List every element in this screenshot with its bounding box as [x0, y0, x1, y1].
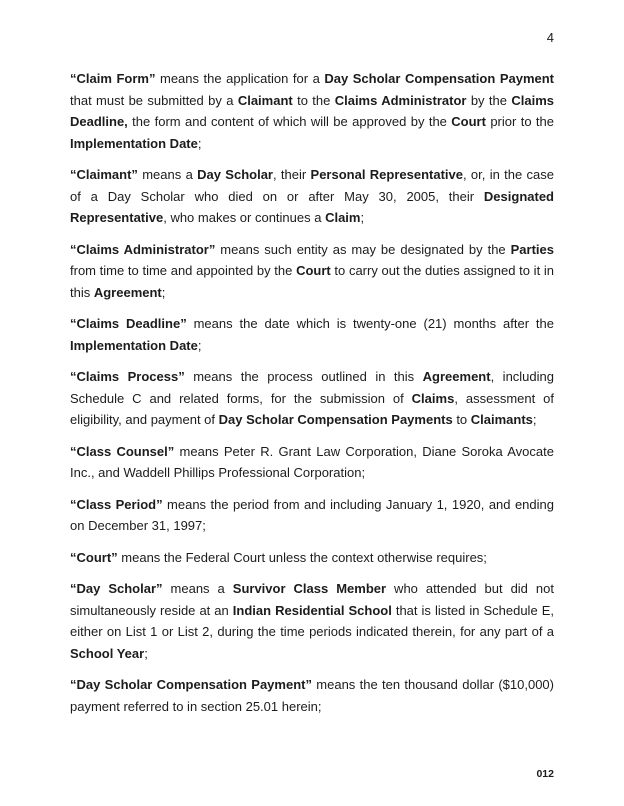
bold-term: “Claims Process” — [70, 369, 185, 384]
bold-term: Day Scholar Compensation Payment — [324, 71, 555, 86]
bold-term: Day Scholar — [197, 167, 273, 182]
text-run: ; — [532, 412, 537, 427]
definition-paragraph — [70, 674, 554, 717]
bold-term: “Claims Administrator” — [70, 241, 216, 257]
text-run: who attended but did not simultaneously reside at an — [70, 581, 554, 618]
bold-term: Agreement — [422, 369, 491, 384]
bold-term: “Court” — [70, 549, 118, 565]
text-run: means such entity as may be designated by the — [215, 241, 511, 257]
bold-term: Claim — [325, 210, 361, 225]
bold-term: Parties — [510, 241, 554, 257]
bold-term: Day Scholar Compensation Payments — [218, 412, 453, 427]
bold-term: Claims Administrator — [334, 92, 467, 108]
text-run: means a — [162, 581, 233, 596]
bold-term: Agreement — [93, 284, 162, 300]
text-run: means the period from and including January 1, 1920, and ending on December 31, 1997; — [70, 496, 554, 533]
text-run: ; — [144, 645, 148, 661]
document-body — [70, 68, 554, 717]
text-run: means a — [137, 167, 198, 182]
text-run: by the — [466, 92, 512, 108]
text-run: prior to the — [485, 114, 554, 129]
text-run: that is listed in Schedule E, either on List 1 or List 2, during the time periods indicated therein, for any part of a — [70, 602, 554, 639]
bold-term: Indian Residential School — [232, 602, 392, 618]
text-run: the form and content of which will be approved by the — [127, 114, 452, 129]
text-run: means the Federal Court unless the context otherwise requires; — [117, 549, 487, 565]
definition-paragraph — [70, 164, 554, 229]
bold-term: Designated Representative — [70, 188, 554, 225]
bold-term: Claimants — [470, 412, 533, 427]
text-run: to the — [292, 92, 335, 108]
definition-paragraph — [70, 239, 554, 304]
definition-paragraph — [70, 441, 554, 484]
text-run: to carry out the duties assigned to it in this — [70, 263, 554, 300]
text-run: ; — [360, 210, 365, 225]
bold-term: Implementation Date — [70, 337, 198, 353]
bold-term: Implementation Date — [70, 135, 198, 151]
definition-paragraph — [70, 547, 554, 569]
bold-term: Court — [296, 263, 331, 278]
bold-term: Claimant — [237, 92, 293, 108]
text-run: means the process outlined in this — [184, 369, 423, 384]
text-run: means the ten thousand dollar ($10,000) payment referred to in section 25.01 herein; — [70, 677, 554, 714]
text-run: , including Schedule C and related forms, for the submission of — [70, 369, 554, 406]
bold-term: “Class Counsel” — [70, 443, 175, 459]
bold-term: Personal Representative — [310, 167, 463, 182]
page-number: 4 — [546, 30, 554, 45]
definition-paragraph — [70, 313, 554, 356]
text-run: ; — [161, 284, 166, 300]
text-run: ; — [197, 337, 202, 353]
bold-term: School Year — [70, 645, 145, 661]
bold-term: “Claims Deadline” — [70, 316, 187, 331]
bold-term: Survivor Class Member — [232, 581, 387, 596]
definition-paragraph — [70, 494, 554, 537]
text-run: means Peter R. Grant Law Corporation, Diane Soroka Avocate Inc., and Waddell Phillips Professional Corporation; — [70, 443, 554, 480]
definition-paragraph — [70, 366, 554, 431]
definition-paragraph — [70, 68, 554, 154]
bold-term: “Claim Form” — [70, 71, 156, 86]
definition-paragraph — [70, 578, 554, 664]
bold-term: “Day Scholar” — [70, 581, 163, 596]
text-run: means the date which is twenty-one (21) months after the — [186, 316, 554, 331]
bold-term: Claims — [411, 390, 455, 406]
text-run: , who makes or continues a — [163, 210, 326, 225]
bold-term: “Class Period” — [70, 496, 163, 512]
text-run: , their — [272, 167, 311, 182]
text-run: that must be submitted by a — [70, 92, 238, 108]
bold-term: Court — [451, 114, 486, 129]
footer-stamp: 012 — [536, 768, 554, 780]
text-run: to — [452, 412, 471, 427]
bold-term: Claims Deadline, — [70, 92, 554, 129]
text-run: , or, in the case of a Day Scholar who died on or after May 30, 2005, their — [70, 167, 554, 204]
text-run: , assessment of eligibility, and payment of — [70, 390, 554, 427]
bold-term: “Day Scholar Compensation Payment” — [70, 677, 312, 692]
text-run: from time to time and appointed by the — [70, 263, 297, 278]
text-run: means the application for a — [155, 71, 325, 86]
bold-term: “Claimant” — [70, 167, 138, 182]
text-run: ; — [197, 135, 202, 151]
